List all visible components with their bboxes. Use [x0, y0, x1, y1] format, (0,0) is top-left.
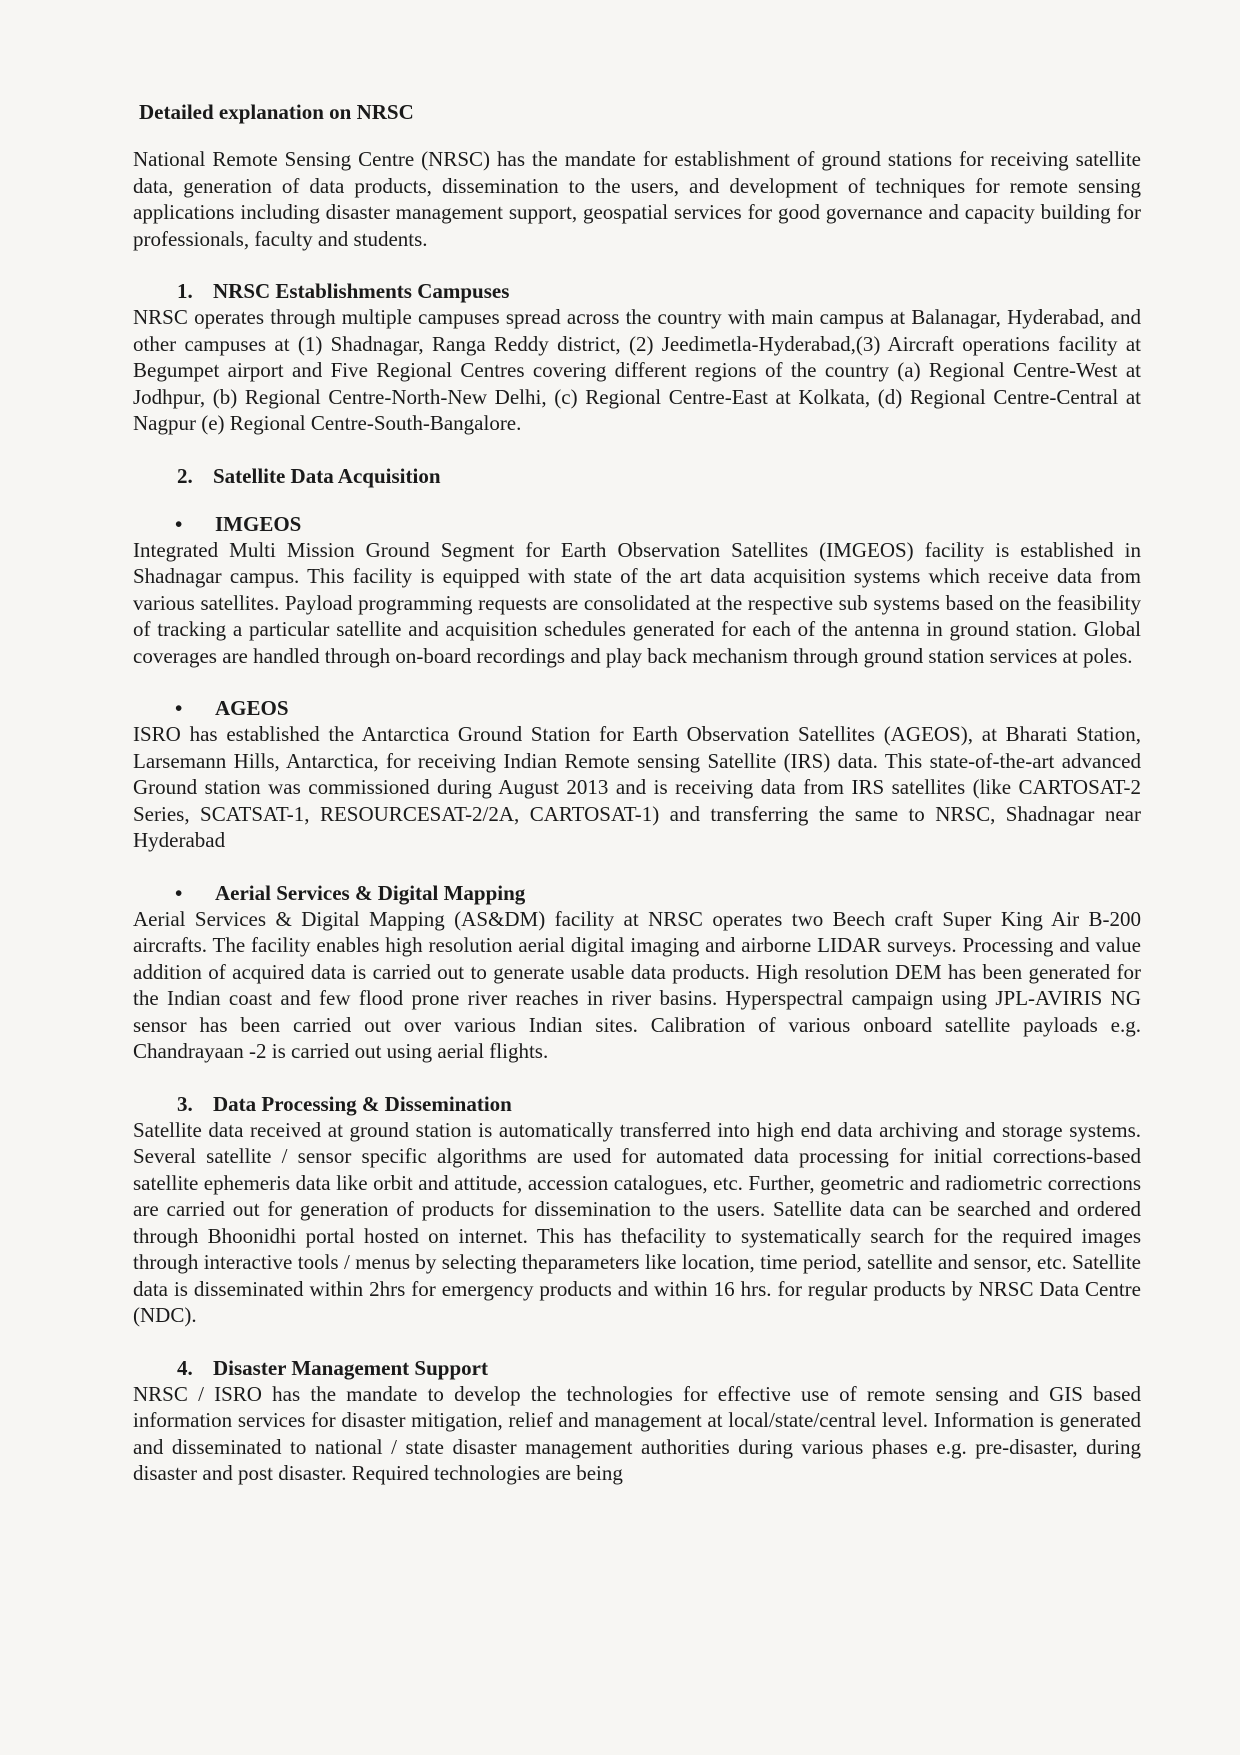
bullet-title: AGEOS	[215, 696, 289, 720]
section-heading	[177, 278, 1141, 304]
section-heading	[177, 1091, 1141, 1117]
section-heading	[177, 463, 1141, 489]
section-number: 3.	[177, 1091, 193, 1116]
document-title: Detailed explanation on NRSC	[139, 100, 414, 124]
section-number: 2.	[177, 463, 193, 488]
bullet-body: Aerial Services & Digital Mapping (AS&DM) facility at NRSC operates two Beech craft Super King Air B-200 aircrafts. The facility enables high resolution aerial digital imaging and airborne LIDAR surveys. Processing and value addition of acquired data is carried out to generate usable data products. High resolution DEM has been generated for the Indian coast and few flood prone river reaches in river basins. Hyperspectral campaign using JPL-AVIRIS NG sensor has been carried out over various Indian sites. Calibration of various onboard satellite payloads e.g. Chandrayaan -2 is carried out using aerial flights.	[133, 906, 1141, 1063]
subsection-aerial-services	[133, 880, 1141, 1065]
section-data-processing	[133, 1091, 1141, 1329]
section-number: 4.	[177, 1355, 193, 1380]
section-title: Disaster Management Support	[213, 1355, 488, 1380]
section-body: NRSC operates through multiple campuses spread across the country with main campus at Balanagar, Hyderabad, and other campuses at (1) Shadnagar, Ranga Reddy district, (2) Jeedimetla-Hyderabad,(3) Aircraft operations facility at Begumpet airport and Five Regional Centres covering different regions of the country (a) Regional Centre-West at Jodhpur, (b) Regional Centre-North-New Delhi, (c) Regional Centre-East at Kolkata, (d) Regional Centre-Central at Nagpur (e) Regional Centre-South-Bangalore.	[133, 305, 1141, 435]
section-data-acquisition	[133, 463, 1141, 489]
bullet-title: Aerial Services & Digital Mapping	[215, 880, 526, 905]
section-number: 1.	[177, 279, 193, 303]
bullet-body: ISRO has established the Antarctica Ground Station for Earth Observation Satellites (AGEOS), at Bharati Station, Larsemann Hills, Antarctica, for receiving Indian Remote sensing Satellite (IRS) data. This state-of-the-art advanced Ground station was commissioned during August 2013 and is receiving data from IRS satellites (like CARTOSAT-2 Series, SCATSAT-1, RESOURCESAT-2/2A, CARTOSAT-1) and transferring the same to NRSC, Shadnagar near Hyderabad	[133, 722, 1141, 852]
section-title: NRSC Establishments Campuses	[213, 279, 510, 303]
document-page	[133, 98, 1141, 1513]
section-disaster-management	[133, 1355, 1141, 1487]
section-body: Satellite data received at ground station is automatically transferred into high end data archiving and storage systems. Several satellite / sensor specific algorithms are used for automated data processing for initial corrections-based satellite ephemeris data like orbit and attitude, accession catalogues, etc. Further, geometric and radiometric corrections are carried out for generation of products for dissemination to the users. Satellite data can be searched and ordered through Bhoonidhi portal hosted on internet. This has thefacility to systematically search for the required images through interactive tools / menus by selecting theparameters like location, time period, satellite and sensor, etc. Satellite data is disseminated within 2hrs for emergency products and within 16 hrs. for regular products by NRSC Data Centre (NDC).	[133, 1117, 1141, 1327]
section-campuses	[133, 278, 1141, 437]
bullet-marker: •	[175, 696, 183, 720]
intro-paragraph: National Remote Sensing Centre (NRSC) has the mandate for establishment of ground stations for receiving satellite data, generation of data products, dissemination to the users, and development of techniques for remote sensing applications including disaster management support, geospatial services for good governance and capacity building for professionals, faculty and students.	[133, 147, 1141, 251]
bullet-heading	[175, 695, 1141, 721]
bullet-heading	[175, 880, 1141, 906]
bullet-body: Integrated Multi Mission Ground Segment for Earth Observation Satellites (IMGEOS) facility is established in Shadnagar campus. This facility is equipped with state of the art data acquisition systems which receive data from various satellites. Payload programming requests are consolidated at the respective sub systems based on the feasibility of tracking a particular satellite and acquisition schedules generated for each of the antenna in ground station. Global coverages are handled through on-board recordings and play back mechanism through ground station services at poles.	[133, 537, 1141, 668]
bullet-marker: •	[175, 511, 183, 536]
section-heading	[177, 1355, 1141, 1381]
bullet-marker: •	[175, 880, 183, 905]
subsection-ageos	[133, 695, 1141, 854]
section-title: Satellite Data Acquisition	[213, 463, 441, 488]
section-title: Data Processing & Dissemination	[213, 1091, 512, 1116]
subsection-imgeos	[133, 511, 1141, 670]
bullet-heading	[175, 511, 1141, 537]
section-body: NRSC / ISRO has the mandate to develop the technologies for effective use of remote sensing and GIS based information services for disaster mitigation, relief and management at local/state/central level. Information is generated and disseminated to national / state disaster management authorities during various phases e.g. pre-disaster, during disaster and post disaster. Required technologies are being	[133, 1381, 1141, 1485]
bullet-title: IMGEOS	[215, 511, 302, 536]
